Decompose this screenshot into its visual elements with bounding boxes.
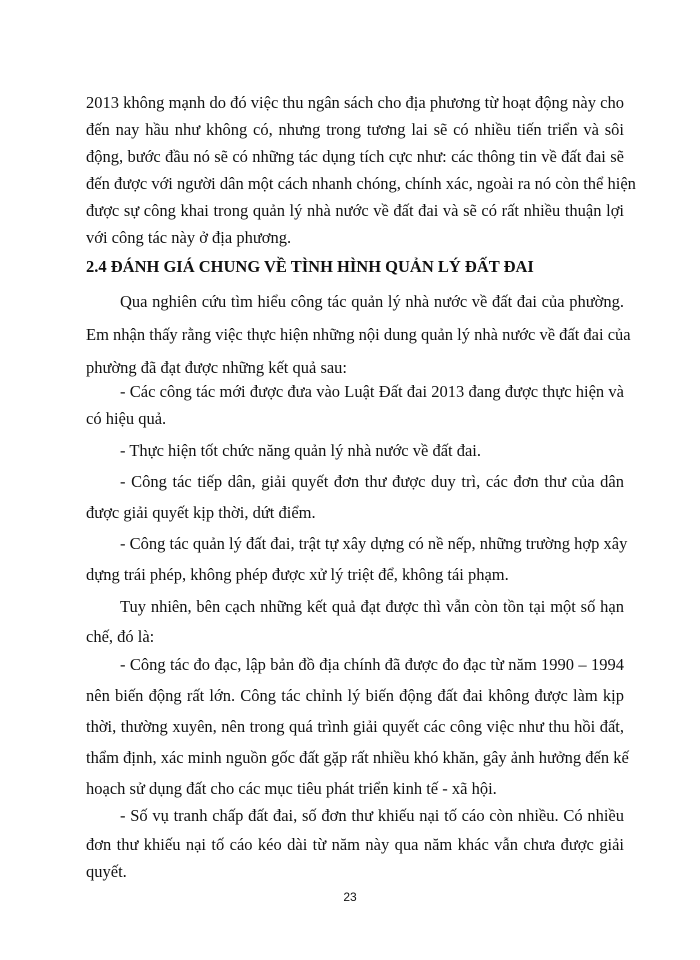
paragraph-line: 2013 không mạnh do đó việc thu ngân sách cho địa phương từ hoạt động này cho	[86, 93, 624, 112]
paragraph-line: động, bước đầu nó sẽ có những tác dụng tích cực như: các thông tin về đất đai sẽ	[86, 147, 624, 166]
section-heading: 2.4 ĐÁNH GIÁ CHUNG VỀ TÌNH HÌNH QUẢN LÝ ĐẤT ĐAI	[86, 257, 534, 276]
bullet-line: quyết.	[86, 862, 127, 881]
bullet-line: - Công tác quản lý đất đai, trật tự xây dựng có nề nếp, những trường hợp xây	[120, 534, 628, 553]
bullet-line: - Thực hiện tốt chức năng quản lý nhà nước về đất đai.	[120, 441, 482, 460]
paragraph-line: đến được với người dân một cách nhanh chóng, chính xác, ngoài ra nó còn thể hiện	[86, 174, 636, 193]
paragraph-line: được sự công khai trong quản lý nhà nước về đất đai và sẽ có rất nhiều thuận lợi	[86, 201, 624, 220]
bullet-line: - Các công tác mới được đưa vào Luật Đất đai 2013 đang được thực hiện và	[120, 382, 624, 401]
bullet-line: nên biến động rất lớn. Công tác chỉnh lý biến động đất đai không được làm kịp	[86, 686, 624, 705]
bullet-line: thẩm định, xác minh nguồn gốc đất gặp rất nhiều khó khăn, gây ảnh hưởng đến kế	[86, 748, 629, 767]
paragraph-line: Tuy nhiên, bên cạch những kết quả đạt được thì vẫn còn tồn tại một số hạn	[120, 597, 624, 616]
bullet-line: hoạch sử dụng đất cho các mục tiêu phát triển kinh tế - xã hội.	[86, 779, 497, 798]
bullet-line: dựng trái phép, không phép được xử lý triệt để, không tái phạm.	[86, 565, 509, 584]
paragraph-line: đến nay hầu như không có, nhưng trong tương lai sẽ có nhiều tiến triển và sôi	[86, 120, 624, 139]
bullet-line: được giải quyết kịp thời, dứt điểm.	[86, 503, 316, 522]
paragraph-line: Qua nghiên cứu tìm hiểu công tác quản lý nhà nước về đất đai của phường.	[120, 292, 624, 311]
bullet-line: - Công tác đo đạc, lập bản đồ địa chính đã được đo đạc từ năm 1990 – 1994	[120, 655, 624, 674]
bullet-line: - Số vụ tranh chấp đất đai, số đơn thư khiếu nại tố cáo còn nhiều. Có nhiều	[120, 806, 624, 825]
paragraph-line: với công tác này ở địa phương.	[86, 228, 292, 247]
bullet-line: đơn thư khiếu nại tố cáo kéo dài từ năm này qua năm khác vẫn chưa được giải	[86, 835, 624, 854]
bullet-line: thời, thường xuyên, nên trong quá trình giải quyết các công việc như thu hồi đất,	[86, 717, 624, 736]
paragraph-line: Em nhận thấy rằng việc thực hiện những nội dung quản lý nhà nước về đất đai của	[86, 325, 631, 344]
paragraph-line: chế, đó là:	[86, 627, 155, 646]
paragraph-line: phường đã đạt được những kết quả sau:	[86, 358, 348, 377]
page-number: 23	[343, 890, 357, 904]
bullet-line: - Công tác tiếp dân, giải quyết đơn thư được duy trì, các đơn thư của dân	[120, 472, 624, 491]
bullet-line: có hiệu quả.	[86, 409, 167, 428]
